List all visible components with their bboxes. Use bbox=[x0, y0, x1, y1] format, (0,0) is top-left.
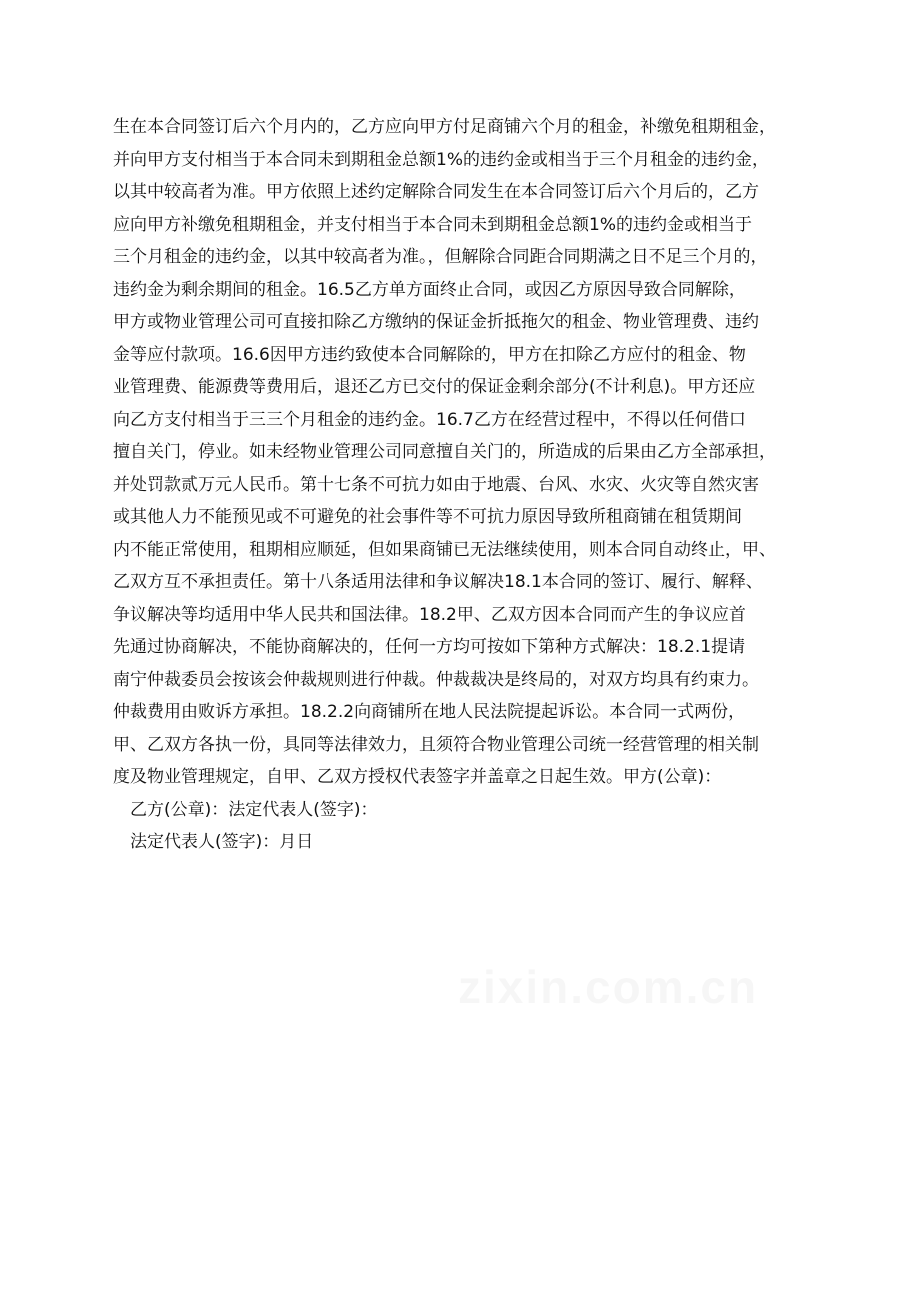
text-line: 金等应付款项。16.6因甲方违约致使本合同解除的，甲方在扣除乙方应付的租金、物 bbox=[113, 344, 746, 365]
text-line: 并向甲方支付相当于本合同未到期租金总额1%的违约金或相当于三个月租金的违约金， bbox=[113, 149, 769, 170]
text-line: 南宁仲裁委员会按该会仲裁规则进行仲裁。仲裁裁决是终局的，对双方均具有约束力。 bbox=[113, 669, 759, 690]
text-line: 先通过协商解决，不能协商解决的，任何一方均可按如下第种方式解决：18.2.1提请 bbox=[113, 637, 746, 657]
text-line: 违约金为剩余期间的租金。16.5乙方单方面终止合同，或因乙方原因导致合同解除， bbox=[113, 279, 746, 300]
text-line: 内不能正常使用，租期相应顺延，但如果商铺已无法继续使用，则本合同自动终止，甲、 bbox=[113, 539, 776, 560]
text-line: 仲裁费用由败诉方承担。18.2.2向商铺所在地人民法院提起诉讼。本合同一式两份， bbox=[113, 702, 746, 722]
text-line: 争议解决等均适用中华人民共和国法律。18.2甲、乙双方因本合同而产生的争议应首 bbox=[113, 604, 746, 625]
signature-line-date: 法定代表人(签字)：月日 bbox=[130, 832, 314, 852]
contract-text bbox=[113, 111, 813, 859]
text-line: 三个月租金的违约金，以其中较高者为准。，但解除合同距合同期满之日不足三个月的， bbox=[113, 247, 768, 267]
text-line: 擅自关门，停业。如未经物业管理公司同意擅自关门的，所造成的后果由乙方全部承担， bbox=[113, 442, 776, 462]
text-line: 应向甲方补缴免租期租金，并支付相当于本合同未到期租金总额1%的违约金或相当于 bbox=[113, 214, 752, 235]
text-line: 以其中较高者为准。甲方依照上述约定解除合同发生在本合同签订后六个月后的，乙方 bbox=[113, 182, 759, 202]
text-line: 甲、乙双方各执一份，具同等法律效力，且须符合物业管理公司统一经营管理的相关制 bbox=[113, 734, 759, 755]
text-line: 向乙方支付相当于三三个月租金的违约金。16.7乙方在经营过程中，不得以任何借口 bbox=[113, 409, 746, 430]
signature-line-party-b: 乙方(公章)：法定代表人(签字)： bbox=[130, 799, 378, 820]
watermark-text bbox=[458, 960, 758, 1014]
text-line: 度及物业管理规定，自甲、乙双方授权代表签字并盖章之日起生效。甲方(公章)： bbox=[113, 767, 722, 787]
text-line: 乙双方互不承担责任。第十八条适用法律和争议解决18.1本合同的签订、履行、解释、 bbox=[113, 572, 763, 592]
text-line: 生在本合同签订后六个月内的，乙方应向甲方付足商铺六个月的租金，补缴免租期租金， bbox=[113, 117, 776, 137]
text-line: 或其他人力不能预见或不可避免的社会事件等不可抗力原因导致所租商铺在租赁期间 bbox=[113, 507, 742, 527]
text-line: 甲方或物业管理公司可直接扣除乙方缴纳的保证金折抵拖欠的租金、物业管理费、违约 bbox=[113, 312, 759, 332]
text-line: 业管理费、能源费等费用后，退还乙方已交付的保证金剩余部分(不计利息)。甲方还应 bbox=[113, 377, 756, 397]
text-line: 并处罚款贰万元人民币。第十七条不可抗力如由于地震、台风、水灾、火灾等自然灾害 bbox=[113, 474, 759, 495]
